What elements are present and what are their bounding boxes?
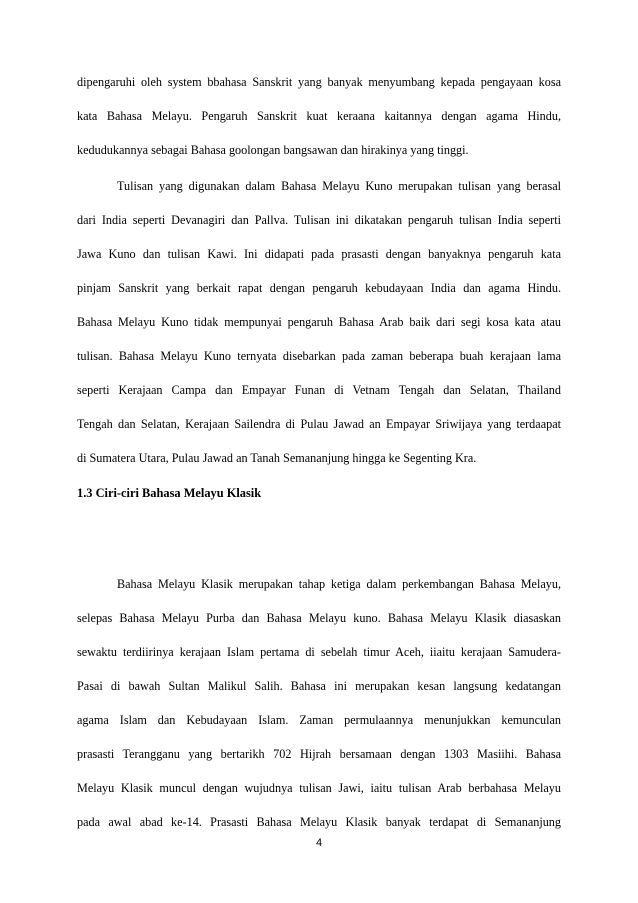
- text-line: di Sumatera Utara, Pulau Jawad an Tanah Semananjung hingga ke Segenting Kra.: [77, 451, 477, 465]
- text-line: sewaktu terdiirinya kerajaan Islam pertama di sebelah timur Aceh, iiaitu kerajaan Samudera-: [77, 645, 561, 659]
- text-line: Jawa Kuno dan tulisan Kawi. Ini didapati pada prasasti dengan banyaknya pengaruh kata: [77, 247, 561, 261]
- text-line: Pasai di bawah Sultan Malikul Salih. Bahasa ini merupakan kesan langsung kedatangan: [77, 679, 561, 693]
- page-number: 4: [315, 837, 323, 849]
- text-line: Melayu Klasik muncul dengan wujudnya tulisan Jawi, iaitu tulisan Arab berbahasa Melayu: [77, 781, 561, 795]
- text-line: dipengaruhi oleh system bbahasa Sanskrit yang banyak menyumbang kepada pengayaan kosa: [77, 75, 561, 89]
- text-line: dari India seperti Devanagiri dan Pallva. Tulisan ini dikatakan pengaruh tulisan India seperti: [77, 213, 561, 227]
- text-line: kedudukannya sebagai Bahasa goolongan bangsawan dan hirakinya yang tinggi.: [77, 143, 469, 157]
- text-line: tulisan. Bahasa Melayu Kuno ternyata disebarkan pada zaman beberapa buah kerajaan lama: [77, 349, 561, 363]
- section-heading: 1.3 Ciri-ciri Bahasa Melayu Klasik: [77, 486, 262, 500]
- text-line: Bahasa Melayu Kuno tidak mempunyai pengaruh Bahasa Arab baik dari segi kosa kata atau: [77, 315, 561, 329]
- text-line: kata Bahasa Melayu. Pengaruh Sanskrit kuat keraana kaitannya dengan agama Hindu,: [77, 109, 561, 123]
- text-line: prasasti Terangganu yang bertarikh 702 Hijrah bersamaan dengan 1303 Masiihi. Bahasa: [77, 747, 561, 761]
- text-line: seperti Kerajaan Campa dan Empayar Funan di Vetnam Tengah dan Selatan, Thailand: [77, 383, 561, 397]
- text-line: selepas Bahasa Melayu Purba dan Bahasa Melayu kuno. Bahasa Melayu Klasik diasaskan: [77, 611, 561, 625]
- text-line: Bahasa Melayu Klasik merupakan tahap ketiga dalam perkembangan Bahasa Melayu,: [117, 577, 561, 591]
- text-line: agama Islam dan Kebudayaan Islam. Zaman permulaannya menunjukkan kemunculan: [77, 713, 561, 727]
- text-line: Tulisan yang digunakan dalam Bahasa Melayu Kuno merupakan tulisan yang berasal: [117, 179, 561, 193]
- text-line: pada awal abad ke-14. Prasasti Bahasa Melayu Klasik banyak terdapat di Semananjung: [77, 815, 561, 829]
- text-line: Tengah dan Selatan, Kerajaan Sailendra di Pulau Jawad an Empayar Sriwijaya yang terdaapat: [77, 417, 561, 431]
- text-line: pinjam Sanskrit yang berkait rapat dengan pengaruh kebudayaan India dan agama Hindu.: [77, 281, 561, 295]
